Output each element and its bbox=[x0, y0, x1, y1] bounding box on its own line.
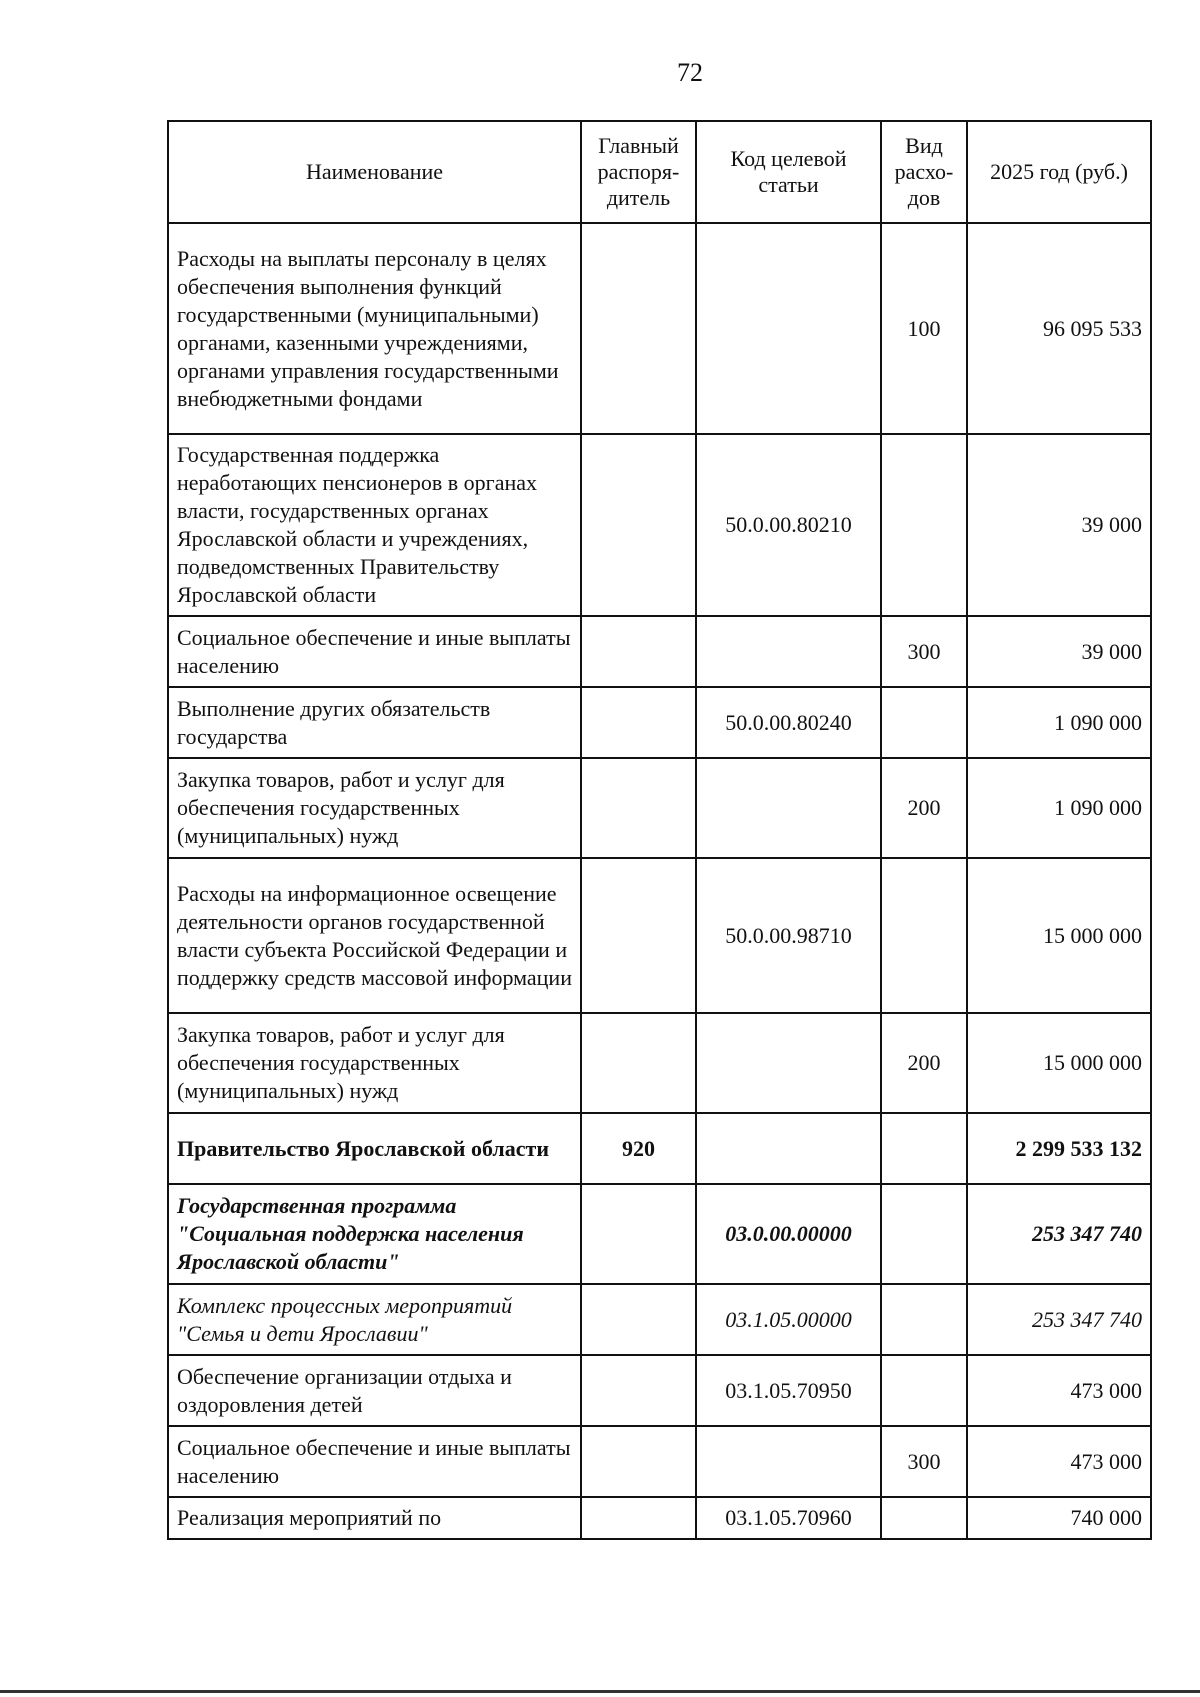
table-row bbox=[168, 223, 1151, 434]
row-expense-type-cell: 300 bbox=[881, 616, 967, 687]
row-expense-type-cell: 200 bbox=[881, 1013, 967, 1113]
page-bottom-rule bbox=[0, 1690, 1200, 1693]
table-row bbox=[168, 1284, 1151, 1355]
row-expense-type-cell bbox=[881, 1113, 967, 1184]
row-main-manager-cell bbox=[581, 687, 696, 758]
row-main-manager-cell bbox=[581, 1497, 696, 1539]
table-row bbox=[168, 1426, 1151, 1497]
row-name-cell: Расходы на выплаты персоналу в целях обеспечения выполнения функций государственными (муниципальными) органами, казенными учреждениями, органами управления государственными внебюджетными фондами bbox=[168, 223, 581, 434]
page-number: 72 bbox=[677, 58, 703, 87]
row-name-cell: Социальное обеспечение и иные выплаты населению bbox=[168, 616, 581, 687]
row-main-manager-cell bbox=[581, 223, 696, 434]
row-main-manager-cell bbox=[581, 616, 696, 687]
row-main-manager-cell: 920 bbox=[581, 1113, 696, 1184]
row-name-cell: Закупка товаров, работ и услуг для обеспечения государственных (муниципальных) нужд bbox=[168, 758, 581, 858]
row-name-cell: Закупка товаров, работ и услуг для обеспечения государственных (муниципальных) нужд bbox=[168, 1013, 581, 1113]
row-amount-cell: 2 299 533 132 bbox=[967, 1113, 1151, 1184]
row-target-code-cell bbox=[696, 223, 881, 434]
row-main-manager-cell bbox=[581, 1355, 696, 1426]
row-expense-type-cell bbox=[881, 1184, 967, 1284]
row-amount-cell: 1 090 000 bbox=[967, 687, 1151, 758]
row-name-cell: Государственная поддержка неработающих пенсионеров в органах власти, государственных органах Ярославской области и учреждениях, подведомственных Правительству Ярославской области bbox=[168, 434, 581, 616]
row-expense-type-cell bbox=[881, 434, 967, 616]
table-row bbox=[168, 1013, 1151, 1113]
table-row bbox=[168, 687, 1151, 758]
row-expense-type-cell bbox=[881, 1284, 967, 1355]
table-row bbox=[168, 1184, 1151, 1284]
row-target-code-cell: 03.1.05.00000 bbox=[696, 1284, 881, 1355]
row-main-manager-cell bbox=[581, 434, 696, 616]
header-target-code: Код целевой статьи bbox=[696, 121, 881, 223]
row-amount-cell: 39 000 bbox=[967, 616, 1151, 687]
row-main-manager-cell bbox=[581, 1013, 696, 1113]
row-target-code-cell bbox=[696, 1426, 881, 1497]
table-row bbox=[168, 758, 1151, 858]
row-target-code-cell bbox=[696, 1013, 881, 1113]
table-row bbox=[168, 858, 1151, 1013]
row-amount-cell: 15 000 000 bbox=[967, 858, 1151, 1013]
table-row bbox=[168, 1113, 1151, 1184]
table-header-row bbox=[168, 121, 1151, 223]
row-target-code-cell: 03.1.05.70950 bbox=[696, 1355, 881, 1426]
table-row bbox=[168, 1355, 1151, 1426]
table-row bbox=[168, 434, 1151, 616]
row-target-code-cell: 03.0.00.00000 bbox=[696, 1184, 881, 1284]
row-amount-cell: 39 000 bbox=[967, 434, 1151, 616]
row-amount-cell: 1 090 000 bbox=[967, 758, 1151, 858]
row-expense-type-cell: 100 bbox=[881, 223, 967, 434]
header-name: Наименование bbox=[168, 121, 581, 223]
row-amount-cell: 253 347 740 bbox=[967, 1184, 1151, 1284]
row-name-cell: Правительство Ярославской области bbox=[168, 1113, 581, 1184]
header-main-manager: Главный распоря-дитель bbox=[581, 121, 696, 223]
row-main-manager-cell bbox=[581, 858, 696, 1013]
row-amount-cell: 253 347 740 bbox=[967, 1284, 1151, 1355]
row-target-code-cell bbox=[696, 1113, 881, 1184]
row-amount-cell: 96 095 533 bbox=[967, 223, 1151, 434]
row-expense-type-cell bbox=[881, 687, 967, 758]
row-main-manager-cell bbox=[581, 1284, 696, 1355]
row-name-cell: Государственная программа "Социальная поддержка населения Ярославской области" bbox=[168, 1184, 581, 1284]
row-name-cell: Социальное обеспечение и иные выплаты населению bbox=[168, 1426, 581, 1497]
table-row bbox=[168, 616, 1151, 687]
row-expense-type-cell bbox=[881, 858, 967, 1013]
row-target-code-cell bbox=[696, 758, 881, 858]
row-name-cell: Расходы на информационное освещение деятельности органов государственной власти субъекта Российской Федерации и поддержку средств массовой информации bbox=[168, 858, 581, 1013]
row-expense-type-cell: 300 bbox=[881, 1426, 967, 1497]
row-amount-cell: 740 000 bbox=[967, 1497, 1151, 1539]
row-name-cell: Выполнение других обязательств государства bbox=[168, 687, 581, 758]
row-name-cell: Обеспечение организации отдыха и оздоровления детей bbox=[168, 1355, 581, 1426]
row-target-code-cell: 50.0.00.80210 bbox=[696, 434, 881, 616]
budget-table bbox=[167, 120, 1152, 1540]
row-expense-type-cell: 200 bbox=[881, 758, 967, 858]
row-main-manager-cell bbox=[581, 758, 696, 858]
row-amount-cell: 473 000 bbox=[967, 1355, 1151, 1426]
row-main-manager-cell bbox=[581, 1184, 696, 1284]
row-main-manager-cell bbox=[581, 1426, 696, 1497]
row-expense-type-cell bbox=[881, 1497, 967, 1539]
row-name-cell: Комплекс процессных мероприятий "Семья и дети Ярославии" bbox=[168, 1284, 581, 1355]
row-expense-type-cell bbox=[881, 1355, 967, 1426]
table-body bbox=[168, 223, 1151, 1539]
row-amount-cell: 473 000 bbox=[967, 1426, 1151, 1497]
header-amount: 2025 год (руб.) bbox=[967, 121, 1151, 223]
row-target-code-cell: 50.0.00.80240 bbox=[696, 687, 881, 758]
header-expense-type: Вид расхо-дов bbox=[881, 121, 967, 223]
row-target-code-cell: 03.1.05.70960 bbox=[696, 1497, 881, 1539]
row-amount-cell: 15 000 000 bbox=[967, 1013, 1151, 1113]
table-row bbox=[168, 1497, 1151, 1539]
row-target-code-cell: 50.0.00.98710 bbox=[696, 858, 881, 1013]
row-name-cell: Реализация мероприятий по bbox=[168, 1497, 581, 1539]
row-target-code-cell bbox=[696, 616, 881, 687]
